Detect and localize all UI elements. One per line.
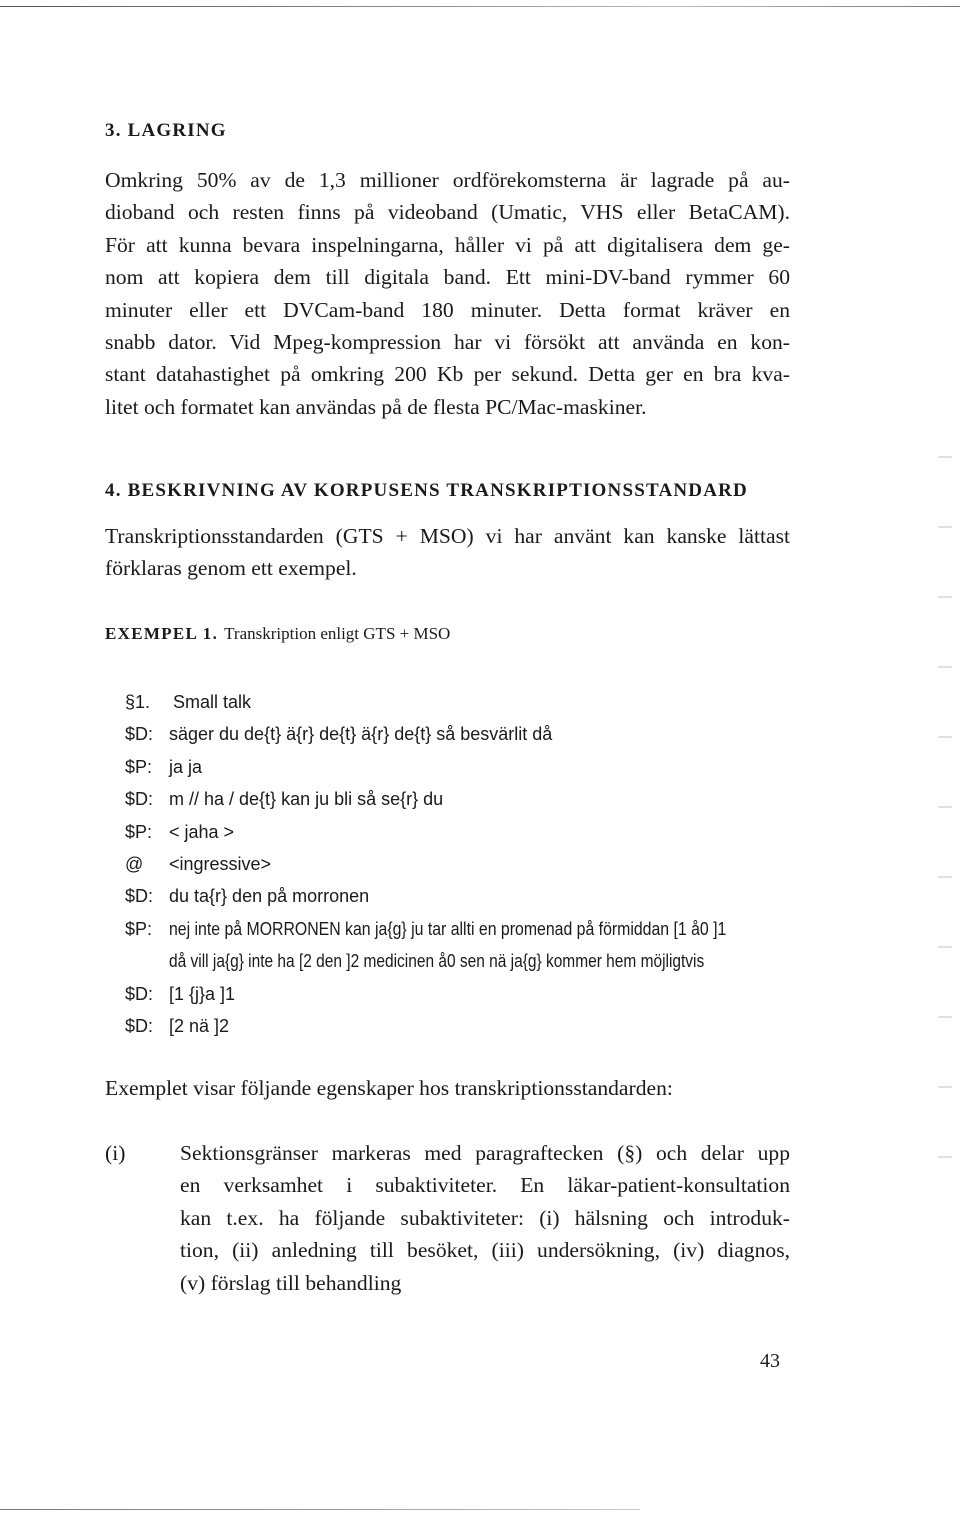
utterance-text: Small talk xyxy=(173,692,252,712)
utterance-text: säger du de{t} ä{r} de{t} ä{r} de{t} så besvärlit då xyxy=(169,724,553,745)
utterance-text: < jaha > xyxy=(169,821,235,842)
text-line: tion, (ii) anledning till besöket, (iii) undersökning, (iv) diagnos, xyxy=(180,1238,790,1263)
speaker-label: $D: xyxy=(125,886,154,907)
example-caption xyxy=(105,624,450,644)
scan-edge-line-bottom xyxy=(0,1509,640,1510)
speaker-label: $D: xyxy=(125,1015,154,1036)
text-line: Sektionsgränser markeras med paragraftecken (§) och delar upp xyxy=(180,1141,790,1165)
section-heading-beskrivning: 4. BESKRIVNING AV KORPUSENS TRANSKRIPTIONSSTANDARD xyxy=(105,480,748,501)
example-label: EXEMPEL 1. xyxy=(105,624,219,643)
scan-edge-line-top xyxy=(0,6,960,7)
text-line: minuter eller ett DVCam-band 180 minuter. Detta format kräver en xyxy=(105,297,790,322)
text-line: Exemplet visar följande egenskaper hos transkriptionsstandarden: xyxy=(105,1076,673,1100)
paragraph-beskrivning xyxy=(105,520,790,585)
utterance-text: då vill ja{g} inte ha [2 den ]2 medicinen å0 sen nä ja{g} kommer hem möjligtvis xyxy=(169,951,705,972)
text-line: dioband och resten finns på videoband (Umatic, VHS eller BetaCAM). xyxy=(105,200,790,225)
utterance-text: <ingressive> xyxy=(169,853,272,874)
utterance-text: ja ja xyxy=(169,756,203,777)
utterance-text: m // ha / de{t} kan ju bli så se{r} du xyxy=(169,789,444,810)
text-line: (v) förslag till behandling xyxy=(180,1270,402,1295)
text-line: stant datahastighet på omkring 200 Kb per sekund. Detta ger en bra kva- xyxy=(105,362,790,387)
example-caption-text: Transkription enligt GTS + MSO xyxy=(224,624,451,643)
text-line: nom att kopiera dem till digitala band. Ett mini-DV-band rymmer 60 xyxy=(105,265,790,290)
summary-intro xyxy=(105,1072,790,1104)
speaker-label: §1. xyxy=(125,692,151,712)
utterance-text: [2 nä ]2 xyxy=(169,1015,230,1036)
speaker-label: $D: xyxy=(125,724,154,745)
paragraph-lagring xyxy=(105,164,790,423)
utterance-text: [1 {j}a ]1 xyxy=(169,983,236,1004)
list-item-body xyxy=(180,1137,790,1299)
speaker-label: $P: xyxy=(125,821,153,842)
text-line: en verksamhet i subaktiviteter. En läkar-patient-konsultation xyxy=(180,1173,790,1198)
list-item-number: (i) xyxy=(105,1141,126,1165)
text-line: Transkriptionsstandarden (GTS + MSO) vi har använt kan kanske lättast xyxy=(105,524,790,548)
text-line: snabb dator. Vid Mpeg-kompression har vi försökt att använda en kon- xyxy=(105,330,790,355)
text-line: kan t.ex. ha följande subaktiviteter: (i) hälsning och introduk- xyxy=(180,1205,790,1230)
speaker-label: $P: xyxy=(125,756,153,777)
text-line: För att kunna bevara inspelningarna, håller vi på att digitalisera dem ge- xyxy=(105,232,790,257)
text-line: förklaras genom ett exempel. xyxy=(105,556,357,581)
utterance-text: du ta{r} den på morronen xyxy=(169,886,370,907)
scan-margin-noise xyxy=(938,420,952,1180)
speaker-label: $P: xyxy=(125,918,153,939)
utterance-text: nej inte på MORRONEN kan ja{g} ju tar allti en promenad på förmiddan [1 å0 ]1 xyxy=(169,918,727,939)
speaker-label: $D: xyxy=(125,983,154,1004)
text-line: litet och formatet kan användas på de flesta PC/Mac-maskiner. xyxy=(105,394,647,419)
speaker-label: $D: xyxy=(125,789,154,810)
page-number: 43 xyxy=(760,1350,780,1372)
text-line: Omkring 50% av de 1,3 millioner ordförekomsterna är lagrade på au- xyxy=(105,168,790,192)
speaker-label: @ xyxy=(125,853,144,874)
section-heading-lagring: 3. LAGRING xyxy=(105,120,227,141)
